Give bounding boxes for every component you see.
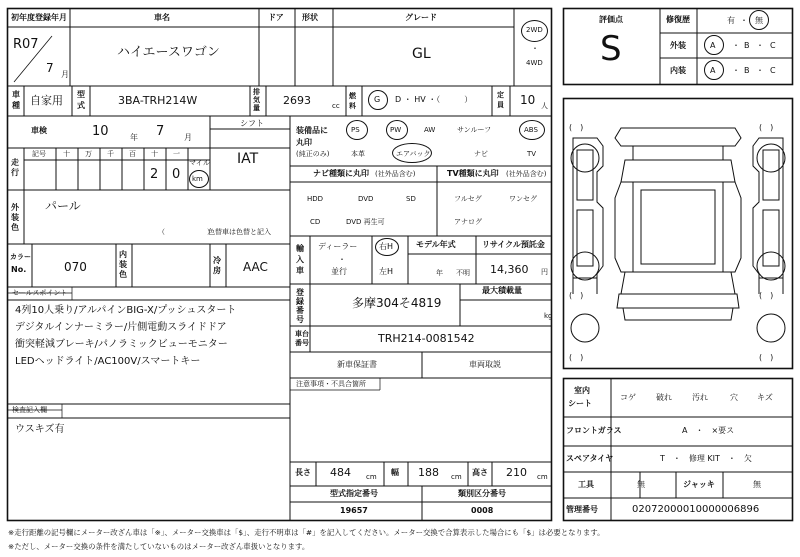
sales-point-line-3: 衝突軽減ブレーキ/パノラミックビューモニター [15, 339, 228, 350]
inspector-notes-text: ウスキズ有 [15, 424, 65, 435]
navi-sd: SD [406, 195, 416, 203]
digit-header-100k: 十 [63, 150, 70, 158]
sales-point-line-1: 4列10人乗り/アルパインBIG-X/プッシュスタート [15, 305, 237, 316]
footer-note-1: ※走行距離の記号欄にメーター改ざん車は「※」、メーター交換車は「$」、走行不明車は「#」を記入してください。メーター交換で合算表示した場合にも「$」は必要となります。 [8, 528, 605, 537]
interior-sheet-label-1: 室内 [574, 386, 590, 395]
car-damage-diagram [563, 98, 793, 368]
svg-text:( ): ( ) [569, 353, 584, 362]
management-value: 02072000010000006896 [632, 504, 760, 515]
exterior-label: 外装 [670, 41, 686, 50]
color-no-label-1: カラー [10, 253, 31, 261]
class-label: 類別区分番号 [458, 489, 506, 498]
inspection-year-unit: 年 [130, 133, 138, 142]
max-load-label: 最大積載量 [482, 286, 522, 295]
import-label: 輸入車 [296, 244, 304, 275]
import-dot: ・ [338, 255, 346, 264]
jack-label: ジャッキ [683, 480, 715, 489]
score-value: S [600, 29, 622, 69]
digit-header-1: 一 [173, 150, 180, 158]
drive-4wd-label: 4WD [526, 59, 543, 67]
interior-grade-sep-b: ・ [732, 66, 740, 75]
length-value: 484 [330, 466, 351, 479]
svg-text:( ): ( ) [759, 291, 774, 300]
svg-text:( ): ( ) [759, 353, 774, 362]
navi-cd: CD [310, 218, 321, 226]
equip-abs: ABS [524, 126, 538, 134]
equip-leather: 本革 [351, 150, 365, 158]
score-label: 評価点 [599, 15, 623, 24]
interior-label: 内装 [670, 66, 686, 75]
equipment-label-3: (純正のみ) [296, 150, 330, 158]
registration-label: 登録番号 [296, 288, 304, 324]
repair-no: 無 [755, 16, 763, 25]
interior-item-burn: コゲ [620, 393, 636, 402]
repair-label: 修復歴 [666, 15, 690, 24]
tools-label: 工具 [578, 480, 594, 489]
inspection-label: 車検 [31, 126, 47, 135]
drive-dot: ・ [531, 44, 539, 53]
inspection-month: 7 [156, 124, 165, 139]
width-unit: cm [451, 473, 462, 481]
displacement-value: 2693 [283, 94, 311, 107]
equip-tv: TV [527, 150, 537, 158]
mileage-digit-10: 2 [150, 167, 159, 182]
height-label: 高さ [472, 468, 488, 477]
navi-sub: (社外品含む) [375, 170, 416, 178]
model-year-label: モデル年式 [416, 240, 456, 249]
capacity-value: 10 [520, 93, 536, 107]
repair-yes: 有 [727, 16, 735, 25]
model-label-2: 式 [77, 101, 85, 110]
exterior-grade-c: C [770, 41, 776, 50]
exterior-color-side-label: 外装色 [11, 203, 19, 232]
length-label: 長さ [295, 468, 311, 477]
vehicle-type-label-1: 車 [12, 90, 20, 99]
shape-label: 形状 [302, 13, 318, 22]
vehicle-type-label-2: 種 [12, 101, 20, 110]
mileage-digit-1: 0 [172, 167, 181, 182]
chassis-label: 車台番号 [295, 330, 309, 347]
digit-header-symbol: 記号 [32, 150, 46, 158]
sales-point-line-4: LEDヘッドライト/AC100V/スマートキー [15, 356, 201, 367]
mileage-unit-mile: マイル [189, 159, 210, 167]
spare-tire-options: T ・ 修理 KIT ・ 欠 [660, 454, 752, 463]
navi-dvd-playback: DVD 再生可 [346, 218, 385, 226]
front-glass-label: フロントガラス [566, 426, 622, 435]
max-load-unit: kg [544, 312, 553, 320]
fuel-g: G [374, 95, 381, 104]
mileage-unit-km: km [192, 175, 203, 183]
import-dealer: ディーラー [318, 242, 358, 251]
interior-grade-a: A [710, 66, 716, 75]
equip-ps: PS [351, 126, 360, 134]
svg-text:( ): ( ) [759, 123, 774, 132]
cold-value: AAC [243, 260, 268, 274]
digit-header-100: 百 [129, 150, 136, 158]
fuel-options: D ・ HV ・（ ） [395, 95, 473, 104]
shift-label: シフト [240, 119, 264, 128]
displacement-label: 排気量 [253, 88, 260, 112]
exterior-color-value: パール [45, 199, 81, 213]
navi-label: ナビ種類に丸印 [313, 169, 369, 178]
model-label-1: 型 [77, 90, 85, 99]
tv-fullseg: フルセグ [454, 195, 482, 203]
equip-airbag: エアバック [396, 150, 431, 158]
first-reg-month-unit: 月 [61, 70, 69, 79]
recycle-value: 14,360 [490, 263, 529, 276]
digit-header-10: 十 [151, 150, 158, 158]
import-parallel: 並行 [331, 267, 347, 276]
model-year-unknown: 不明 [456, 269, 470, 277]
chassis-value: TRH214-0081542 [378, 332, 475, 345]
tools-value: 無 [637, 480, 645, 489]
interior-grade-sep-c: ・ [756, 66, 764, 75]
first-reg-label: 初年度登録年月 [11, 13, 67, 22]
registration-value: 多摩304そ4819 [352, 296, 442, 310]
front-glass-options: A ・ ×要ス [682, 426, 735, 435]
shift-value: IAT [237, 151, 259, 167]
model-year-unit: 年 [436, 269, 443, 277]
tv-oneseg: ワンセグ [509, 195, 537, 203]
equip-pw: PW [390, 126, 402, 134]
width-value: 188 [418, 466, 439, 479]
inspector-notes-label: 検査記入欄 [12, 406, 47, 414]
exterior-grade-a: A [710, 41, 716, 50]
spare-tire-label: スペアタイヤ [566, 454, 614, 463]
equip-aw: AW [424, 126, 436, 134]
warranty-new-car: 新車保証書 [337, 360, 377, 369]
interior-item-hole: 穴 [730, 393, 738, 402]
equip-sunroof: サンルーフ [457, 126, 492, 134]
equip-navi: ナビ [474, 150, 488, 158]
recycle-label: リサイクル預託金 [482, 240, 545, 249]
interior-color-label: 内装色 [119, 250, 127, 279]
interior-item-dirt: 汚れ [692, 393, 708, 402]
vehicle-type-value: 自家用 [30, 94, 63, 107]
car-name-label: 車名 [154, 13, 170, 22]
tv-label: TV種類に丸印 [447, 169, 499, 178]
first-reg-month: 7 [46, 61, 54, 75]
mileage-side-label: 走行 [11, 158, 19, 177]
type-cert-label: 型式指定番号 [330, 489, 378, 498]
exterior-grade-sep-c: ・ [756, 41, 764, 50]
fuel-label: 燃料 [349, 92, 356, 110]
length-unit: cm [366, 473, 377, 481]
repair-dot: ・ [740, 16, 748, 25]
navi-hdd: HDD [307, 195, 324, 203]
model-value: 3BA-TRH214W [118, 94, 198, 107]
cold-label: 冷房 [213, 256, 221, 275]
grade-label: グレード [405, 13, 437, 22]
door-label: ドア [268, 13, 284, 22]
interior-grade-b: B [744, 66, 750, 75]
tv-analog: アナログ [454, 218, 482, 226]
grade-value: GL [412, 46, 431, 62]
tv-sub: (社外品含む) [506, 170, 547, 178]
notes-label: 注意事項・不具合箇所 [296, 380, 366, 388]
exterior-color-note: 色替車は色替と記入 [208, 228, 271, 236]
sales-points-label: セールスポイント [12, 289, 68, 297]
exterior-color-paren: （ ） [158, 228, 214, 236]
equipment-label-2: 丸印 [296, 138, 312, 147]
interior-item-tear: 破れ [656, 393, 672, 402]
displacement-unit: cc [332, 102, 340, 110]
footer-note-2: ※ただし、メーター交換の条件を満たしていないものはメーター改ざん車扱いとなります。 [8, 542, 310, 551]
class-value: 0008 [471, 506, 494, 515]
warranty-manual: 車両取説 [469, 360, 501, 369]
recycle-unit: 円 [541, 268, 548, 276]
management-label: 管理番号 [566, 505, 598, 514]
exterior-grade-sep-b: ・ [732, 41, 740, 50]
import-right-h: 右H [379, 242, 394, 251]
color-no-label-2: No. [11, 265, 27, 274]
svg-text:( ): ( ) [569, 291, 584, 300]
interior-grade-c: C [770, 66, 776, 75]
inspection-year: 10 [92, 124, 109, 139]
capacity-label: 定員 [497, 91, 504, 109]
height-value: 210 [506, 466, 527, 479]
digit-header-10k: 万 [85, 150, 92, 158]
interior-item-scratch: キズ [757, 393, 773, 402]
capacity-unit: 人 [541, 102, 548, 110]
sales-point-line-2: デジタルインナーミラー/片側電動スライドドア [15, 322, 227, 333]
inspection-month-unit: 月 [184, 133, 192, 142]
drive-2wd-label: 2WD [526, 26, 543, 34]
width-label: 幅 [391, 468, 399, 477]
car-name-value: ハイエースワゴン [117, 45, 220, 60]
interior-sheet-label-2: シート [568, 399, 592, 408]
svg-text:( ): ( ) [569, 123, 584, 132]
jack-value: 無 [753, 480, 761, 489]
height-unit: cm [537, 473, 548, 481]
import-left-h: 左H [379, 267, 394, 276]
type-cert-value: 19657 [340, 506, 368, 515]
first-reg-era-year: R07 [13, 37, 39, 52]
digit-header-1k: 千 [107, 150, 114, 158]
equipment-label-1: 装備品に [296, 126, 328, 135]
exterior-grade-b: B [744, 41, 750, 50]
color-no-value: 070 [64, 260, 87, 274]
navi-dvd: DVD [358, 195, 374, 203]
